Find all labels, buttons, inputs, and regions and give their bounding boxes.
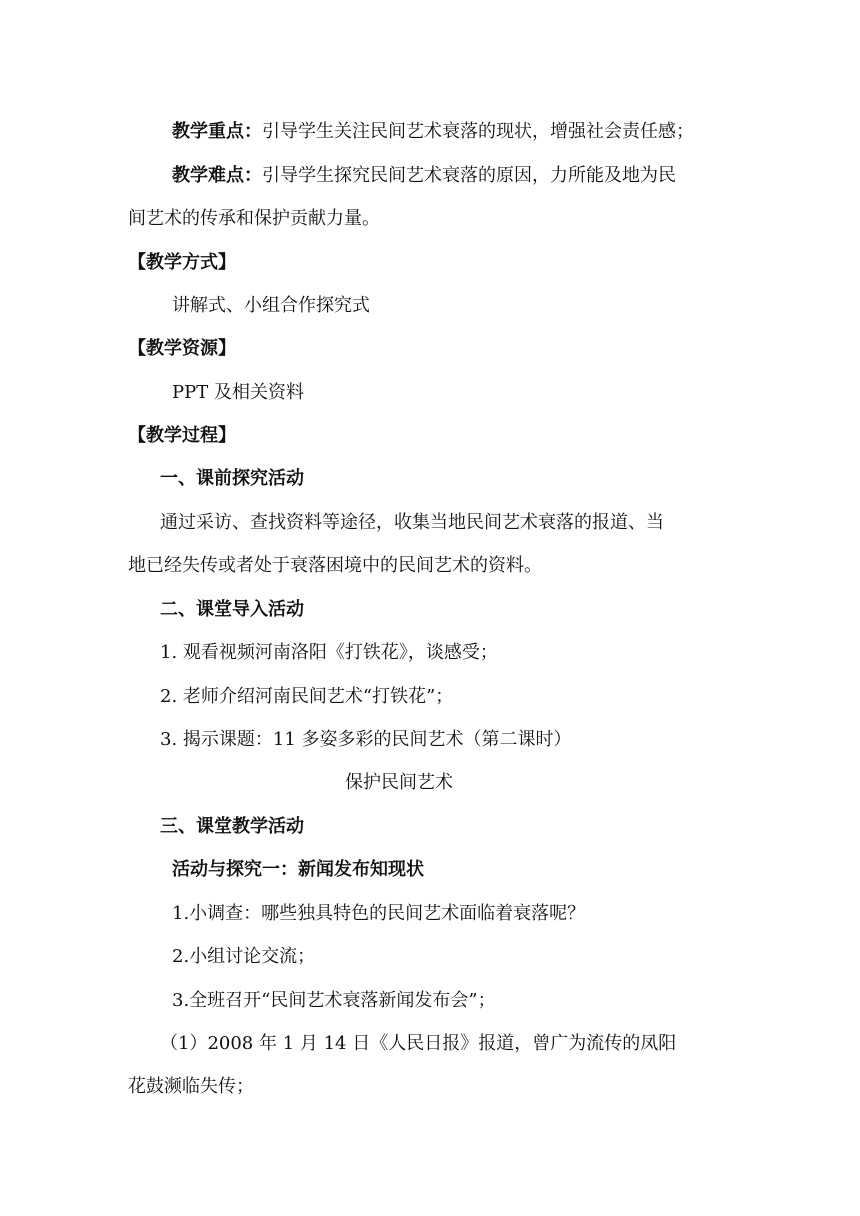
section1-text-2: 地已经失传或者处于衰落困境中的民间艺术的资料。 [128,555,542,576]
method-text: 讲解式、小组合作探究式 [172,295,370,316]
teaching-focus [172,119,694,145]
method-heading: 【教学方式】 [128,252,236,273]
resources-text: PPT 及相关资料 [172,382,304,403]
news-item-1-line-1: （1）2008 年 1 月 14 日《人民日报》报道，曾广为流传的凤阳 [160,1033,677,1054]
teaching-focus-text: 引导学生关注民间艺术衰落的现状，增强社会责任感； [262,121,694,142]
teaching-difficulty-label: 教学难点： [172,165,262,186]
activity-item-2: 2.小组讨论交流； [172,946,316,967]
section1-text-1: 通过采访、查找资料等途径，收集当地民间艺术衰落的报道、当 [160,512,664,533]
teaching-difficulty-text-1: 引导学生探究民间艺术衰落的原因，力所能及地为民 [262,165,676,186]
section2-item-1: 1. 观看视频河南洛阳《打铁花》，谈感受； [160,642,498,663]
resources-heading: 【教学资源】 [128,338,236,359]
teaching-difficulty [172,163,676,189]
section2-title: 二、课堂导入活动 [160,599,304,620]
activity-item-1: 1.小调查：哪些独具特色的民间艺术面临着衰落呢？ [172,903,586,924]
section3-title: 三、课堂教学活动 [160,816,304,837]
section2-item-2: 2. 老师介绍河南民间艺术“打铁花”； [160,686,454,707]
activity-item-3: 3.全班召开“民间艺术衰落新闻发布会”； [172,990,496,1011]
activity-title: 活动与探究一：新闻发布知现状 [172,859,424,880]
news-item-1-line-2: 花鼓濒临失传； [128,1076,254,1097]
process-heading: 【教学过程】 [128,425,236,446]
section2-item-3: 3. 揭示课题：11 多姿多彩的民间艺术（第二课时） [160,729,572,750]
teaching-focus-label: 教学重点： [172,121,262,142]
teaching-difficulty-text-2: 间艺术的传承和保护贡献力量。 [128,208,380,229]
lesson-subtitle: 保护民间艺术 [345,772,453,793]
section1-title: 一、课前探究活动 [160,468,304,489]
